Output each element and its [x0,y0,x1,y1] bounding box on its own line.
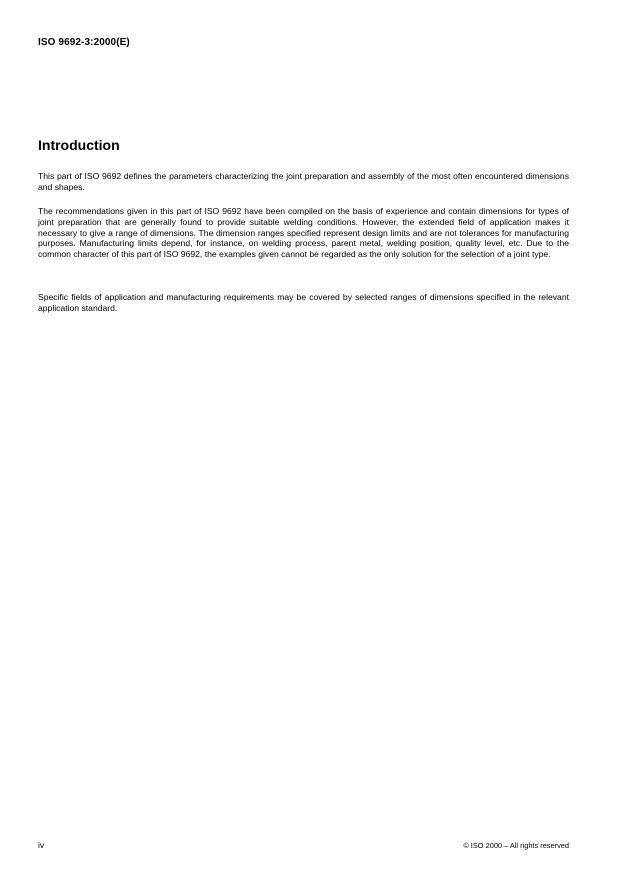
page-number: iv [38,840,45,850]
copyright-notice: © ISO 2000 – All rights reserved [463,841,569,850]
introduction-paragraph-2: The recommendations given in this part of ISO 9692 have been compiled on the basis of experience and contain dimensions for types of joint preparation that are generally found to provide suitable welding conditions. However, the extended field of application makes it necessary to give a range of dimensions. The dimension ranges specified represent design limits and are not tolerances for manufacturing purposes. Manufacturing limits depend, for instance, on welding process, parent metal, welding position, quality level, etc. Due to the common character of this part of ISO 9692, the examples given cannot be regarded as the only solution for the selection of a joint type. [38,206,569,260]
document-identifier: ISO 9692-3:2000(E) [38,37,130,48]
introduction-paragraph-1: This part of ISO 9692 defines the parameters characterizing the joint preparation and assembly of the most often encountered dimensions and shapes. [38,171,569,192]
section-title: Introduction [38,137,120,153]
introduction-paragraph-3: Specific fields of application and manufacturing requirements may be covered by selected ranges of dimensions specified in the relevant application standard. [38,292,569,313]
